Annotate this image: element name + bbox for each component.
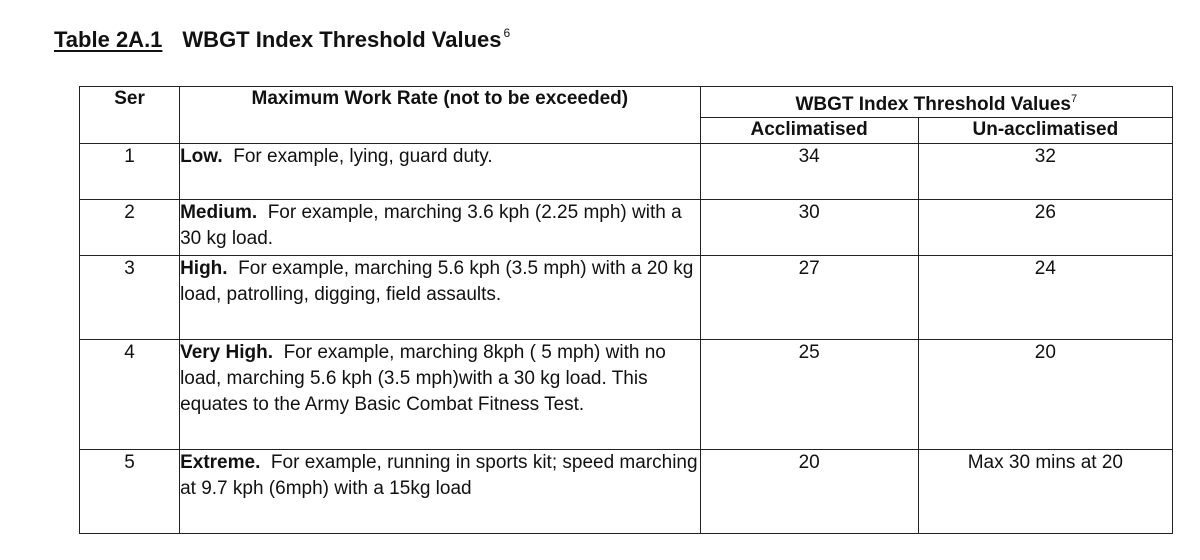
row-ser: 3: [80, 256, 180, 340]
row-work-rate: [180, 200, 700, 256]
row-level: Extreme.: [180, 452, 261, 473]
header-threshold-group: [700, 87, 1172, 118]
row-work-rate: [180, 256, 700, 340]
row-acclimatised: 27: [700, 256, 918, 340]
table-caption: [54, 26, 510, 53]
row-description: For example, running in sports kit; speed marching at 9.7 kph (6mph) with a 15kg load: [180, 452, 698, 499]
row-ser: 4: [80, 340, 180, 450]
header-unacclimatised: Un-acclimatised: [918, 118, 1172, 144]
row-work-rate: [180, 144, 700, 200]
caption-footnote: 6: [503, 26, 511, 40]
row-unacclimatised: Max 30 mins at 20: [918, 450, 1172, 534]
row-acclimatised: 34: [700, 144, 918, 200]
row-acclimatised: 20: [700, 450, 918, 534]
row-level: Low.: [180, 146, 223, 167]
table-row: [80, 200, 1173, 256]
row-ser: 5: [80, 450, 180, 534]
row-level: Medium.: [180, 202, 258, 223]
row-unacclimatised: 24: [918, 256, 1172, 340]
row-ser: 1: [80, 144, 180, 200]
row-unacclimatised: 26: [918, 200, 1172, 256]
row-level: High.: [180, 258, 228, 279]
table-row: [80, 144, 1173, 200]
row-description: For example, lying, guard duty.: [233, 146, 493, 167]
row-acclimatised: 30: [700, 200, 918, 256]
table-row: [80, 256, 1173, 340]
table-number: Table 2A.1: [54, 27, 163, 52]
row-level: Very High.: [180, 342, 273, 363]
table-body: [80, 144, 1173, 534]
row-description: For example, marching 5.6 kph (3.5 mph) with a 20 kg load, patrolling, digging, field assaults.: [180, 258, 694, 305]
row-acclimatised: 25: [700, 340, 918, 450]
row-description: For example, marching 8kph ( 5 mph) with no load, marching 5.6 kph (3.5 mph)with a 30 kg load. This equates to the Army Basic Combat Fitness Test.: [180, 342, 666, 415]
row-ser: 2: [80, 200, 180, 256]
header-ser: Ser: [80, 87, 180, 144]
table-row: [80, 340, 1173, 450]
row-description: For example, marching 3.6 kph (2.25 mph) with a 30 kg load.: [180, 202, 682, 249]
table-row: [80, 450, 1173, 534]
row-unacclimatised: 32: [918, 144, 1172, 200]
header-acclimatised: Acclimatised: [700, 118, 918, 144]
row-work-rate: [180, 340, 700, 450]
row-unacclimatised: 20: [918, 340, 1172, 450]
row-work-rate: [180, 450, 700, 534]
wbgt-threshold-table: [79, 86, 1173, 534]
header-group-footnote: 7: [1070, 93, 1078, 105]
table-title: WBGT Index Threshold Values: [182, 27, 502, 52]
header-work-rate: Maximum Work Rate (not to be exceeded): [180, 87, 700, 144]
header-threshold-group-label: WBGT Index Threshold Values: [795, 94, 1071, 115]
